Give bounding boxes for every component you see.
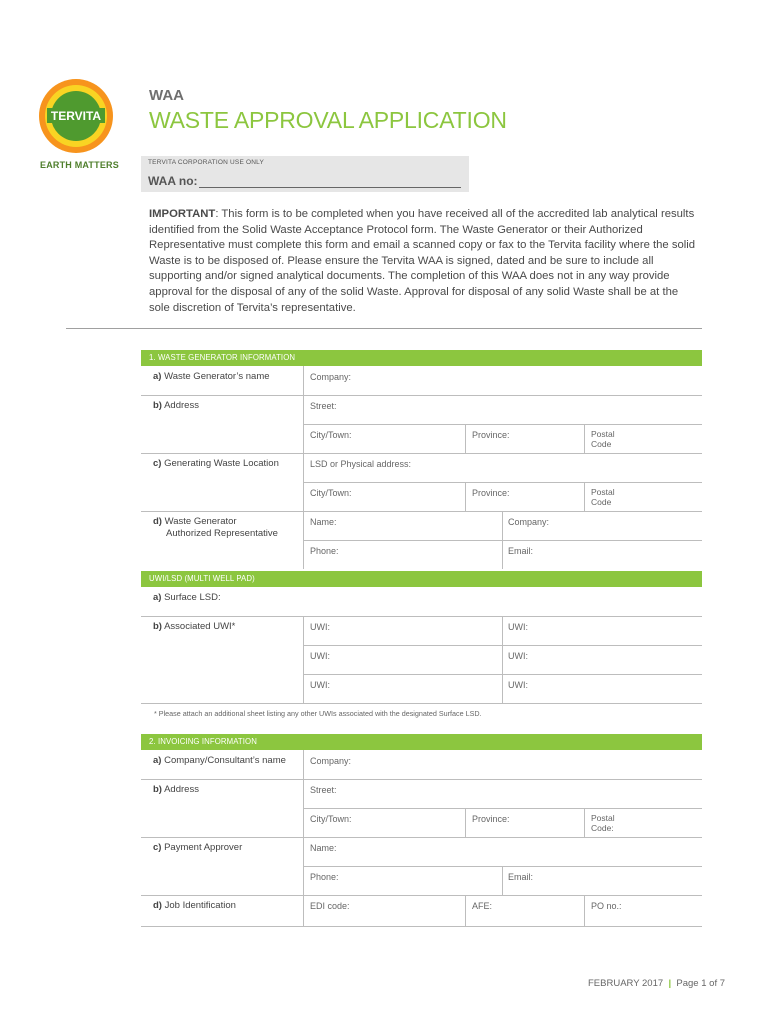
s1-postal-field[interactable]: Postal Code bbox=[591, 429, 615, 449]
corp-use-label: TERVITA CORPORATION USE ONLY bbox=[148, 159, 264, 166]
uwi-field-5[interactable]: UWI: bbox=[310, 680, 330, 690]
uwi-b-label: b) Associated UWI* bbox=[153, 621, 236, 632]
s2-name-field[interactable]: Name: bbox=[310, 843, 337, 853]
waa-no-label: WAA no: bbox=[148, 174, 198, 188]
uwi-field-6[interactable]: UWI: bbox=[508, 680, 528, 690]
uwi-field-1[interactable]: UWI: bbox=[310, 622, 330, 632]
s1-company-field[interactable]: Company: bbox=[310, 372, 352, 382]
corp-use-box bbox=[141, 156, 469, 192]
s2-phone-field[interactable]: Phone: bbox=[310, 872, 339, 882]
tervita-logo bbox=[38, 78, 114, 154]
section-1-header: 1. WASTE GENERATOR INFORMATION bbox=[141, 350, 702, 366]
s1-city-field[interactable]: City/Town: bbox=[310, 430, 352, 440]
logo-wordmark: TERVITA bbox=[50, 109, 102, 123]
s1-loc-city-field[interactable]: City/Town: bbox=[310, 488, 352, 498]
uwi-field-2[interactable]: UWI: bbox=[508, 622, 528, 632]
s2-email-field[interactable]: Email: bbox=[508, 872, 534, 882]
s1-street-field[interactable]: Street: bbox=[310, 401, 337, 411]
divider bbox=[66, 328, 702, 329]
waa-no-input[interactable] bbox=[199, 174, 461, 188]
s2-province-field[interactable]: Province: bbox=[472, 814, 510, 824]
footer-sep: | bbox=[668, 978, 672, 989]
uwi-footnote: * Please attach an additional sheet listing any other UWIs associated with the designated Surface LSD. bbox=[154, 709, 482, 718]
page-title: WASTE APPROVAL APPLICATION bbox=[149, 107, 507, 133]
s2-street-field[interactable]: Street: bbox=[310, 785, 337, 795]
s1-loc-province-field[interactable]: Province: bbox=[472, 488, 510, 498]
section-2-header: 2. INVOICING INFORMATION bbox=[141, 734, 702, 750]
s2-b-label: b) Address bbox=[153, 784, 199, 795]
important-lead: IMPORTANT bbox=[149, 208, 216, 220]
s2-postal-field[interactable]: Postal Code: bbox=[591, 813, 615, 833]
s2-edi-field[interactable]: EDI code: bbox=[310, 901, 350, 911]
s1-lsd-field[interactable]: LSD or Physical address: bbox=[310, 459, 412, 469]
s2-afe-field[interactable]: AFE: bbox=[472, 901, 493, 911]
uwi-a-label: a) Surface LSD: bbox=[153, 592, 221, 603]
s1-d-label: d) Waste Generator Authorized Representative bbox=[153, 516, 278, 539]
s2-company-field[interactable]: Company: bbox=[310, 756, 352, 766]
s1-email-field[interactable]: Email: bbox=[508, 546, 534, 556]
page-footer bbox=[588, 978, 725, 989]
s2-city-field[interactable]: City/Town: bbox=[310, 814, 352, 824]
s1-name-field[interactable]: Name: bbox=[310, 517, 337, 527]
s2-a-label: a) Company/Consultant’s name bbox=[153, 755, 286, 766]
section-uwi-header: UWI/LSD (MULTI WELL PAD) bbox=[141, 571, 702, 587]
s1-province-field[interactable]: Province: bbox=[472, 430, 510, 440]
short-title: WAA bbox=[149, 87, 184, 104]
s1-a-label: a) Waste Generator’s name bbox=[153, 371, 270, 382]
logo-tagline: EARTH MATTERS bbox=[40, 160, 119, 170]
uwi-field-4[interactable]: UWI: bbox=[508, 651, 528, 661]
s1-rep-company-field[interactable]: Company: bbox=[508, 517, 550, 527]
s2-c-label: c) Payment Approver bbox=[153, 842, 243, 853]
s2-po-field[interactable]: PO no.: bbox=[591, 901, 622, 911]
s1-c-label: c) Generating Waste Location bbox=[153, 458, 279, 469]
footer-page: Page 1 of 7 bbox=[676, 978, 726, 989]
important-notice bbox=[149, 207, 701, 316]
s1-loc-postal-field[interactable]: Postal Code bbox=[591, 487, 615, 507]
s1-b-label: b) Address bbox=[153, 400, 199, 411]
uwi-field-3[interactable]: UWI: bbox=[310, 651, 330, 661]
s2-d-label: d) Job Identification bbox=[153, 900, 236, 911]
s1-phone-field[interactable]: Phone: bbox=[310, 546, 339, 556]
important-text: : This form is to be completed when you have received all of the accredited lab analytical results identified from the Solid Waste Acceptance Protocol form. The Waste Generator or their Authorized Representative must complete this form and email a scanned copy or fax to the Tervita facility where the solid Waste is to be disposed of. Please ensure the Tervita WAA is signed, dated and be sure to include all supporting and/or signed analytical documents. The completion of this WAA does not in any way provide approval for the disposal of any of the solid Waste. Approval for disposal of any solid Waste shall be at the sole discretion of Tervita’s representative. bbox=[149, 208, 696, 314]
footer-date: FEBRUARY 2017 bbox=[588, 978, 664, 989]
